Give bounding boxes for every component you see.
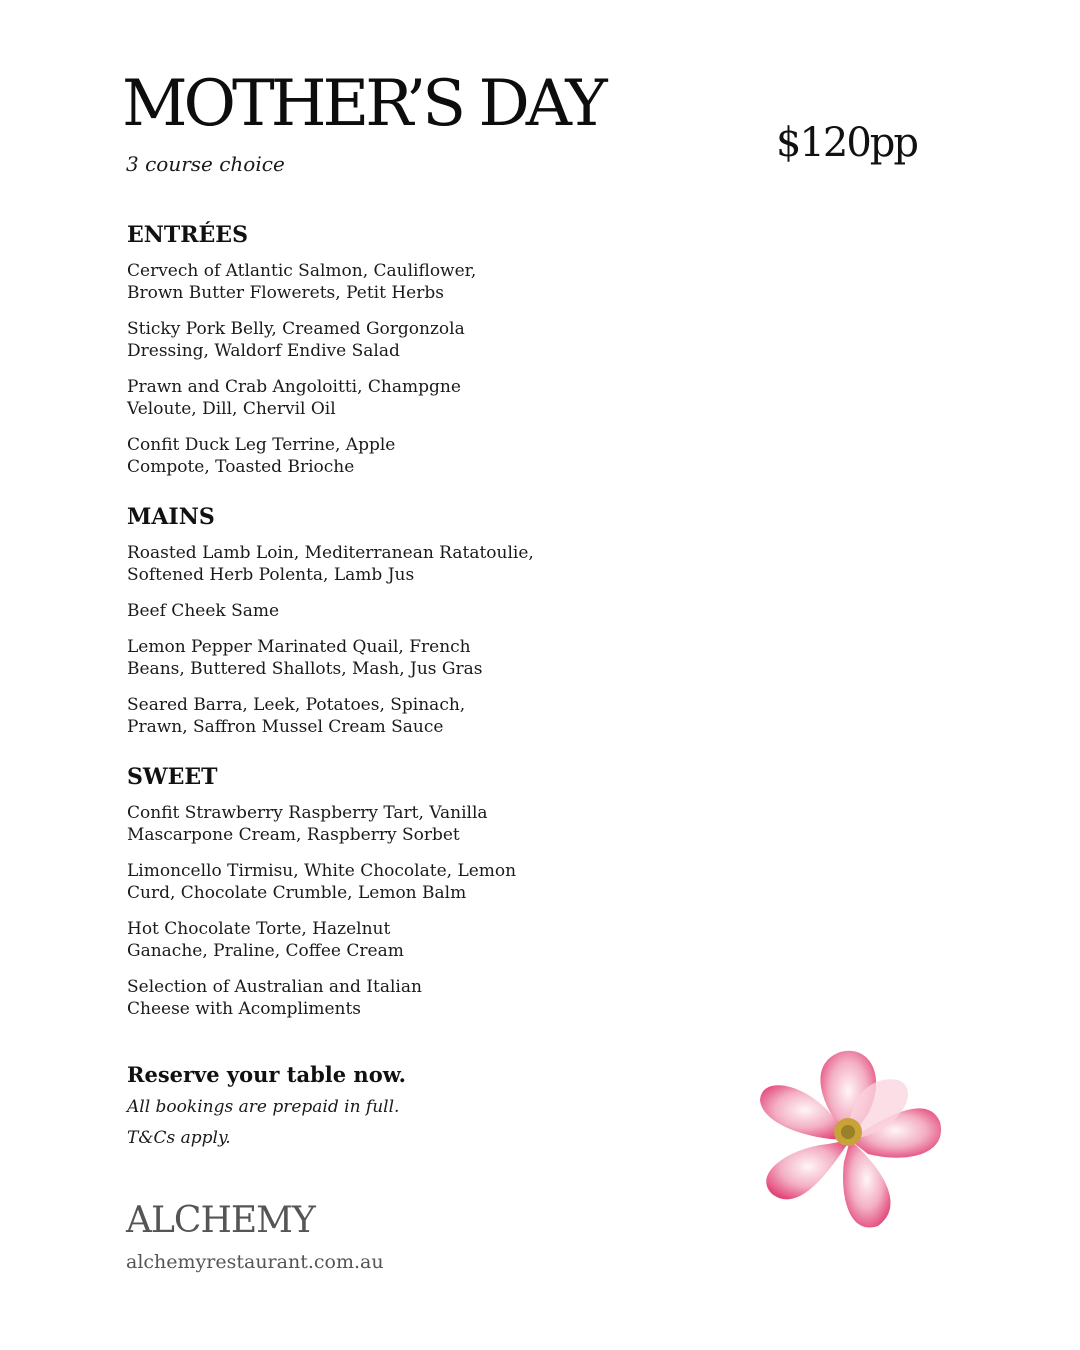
terms-note: T&Cs apply.	[127, 1128, 231, 1148]
menu-item: Hot Chocolate Torte, Hazelnut Ganache, Praline, Coffee Cream	[127, 919, 404, 961]
price-label: $120pp	[776, 120, 918, 166]
menu-item: Beef Cheek Same	[127, 601, 280, 621]
menu-item: Seared Barra, Leek, Potatoes, Spinach, Prawn, Saffron Mussel Cream Sauce	[127, 695, 466, 737]
reserve-heading: Reserve your table now.	[127, 1062, 406, 1087]
section-title: MAINS	[127, 504, 215, 530]
menu-list	[127, 222, 647, 1046]
menu-item: Lemon Pepper Marinated Quail, French Beans, Buttered Shallots, Mash, Jus Gras	[127, 637, 483, 679]
menu-item: Confit Strawberry Raspberry Tart, Vanilla Mascarpone Cream, Raspberry Sorbet	[127, 803, 488, 845]
watercolor-flower-icon	[748, 1044, 952, 1236]
brand-logo: ALCHEMY	[126, 1200, 315, 1241]
section-mains	[127, 504, 647, 738]
menu-item: Limoncello Tirmisu, White Chocolate, Lemon Curd, Chocolate Crumble, Lemon Balm	[127, 861, 517, 903]
menu-item: Cervech of Atlantic Salmon, Cauliflower, Brown Butter Flowerets, Petit Herbs	[127, 261, 477, 303]
page-title: MOTHER’S DAY	[122, 67, 604, 141]
menu-item: Confit Duck Leg Terrine, Apple Compote, Toasted Brioche	[127, 435, 396, 477]
menu-item: Prawn and Crab Angoloitti, Champgne Veloute, Dill, Chervil Oil	[127, 377, 461, 419]
reserve-block	[127, 1062, 406, 1159]
menu-item: Roasted Lamb Loin, Mediterranean Ratatoulie, Softened Herb Polenta, Lamb Jus	[127, 543, 534, 585]
section-sweet	[127, 764, 647, 1020]
section-entrees	[127, 222, 647, 478]
menu-item: Selection of Australian and Italian Cheese with Acompliments	[127, 977, 422, 1019]
menu-item: Sticky Pork Belly, Creamed Gorgonzola Dressing, Waldorf Endive Salad	[127, 319, 465, 361]
prepaid-note: All bookings are prepaid in full.	[127, 1097, 400, 1117]
website-link[interactable]: alchemyrestaurant.com.au	[126, 1251, 384, 1273]
section-title: SWEET	[127, 764, 218, 790]
page-subtitle: 3 course choice	[126, 152, 285, 176]
section-title: ENTRÉES	[127, 222, 248, 248]
